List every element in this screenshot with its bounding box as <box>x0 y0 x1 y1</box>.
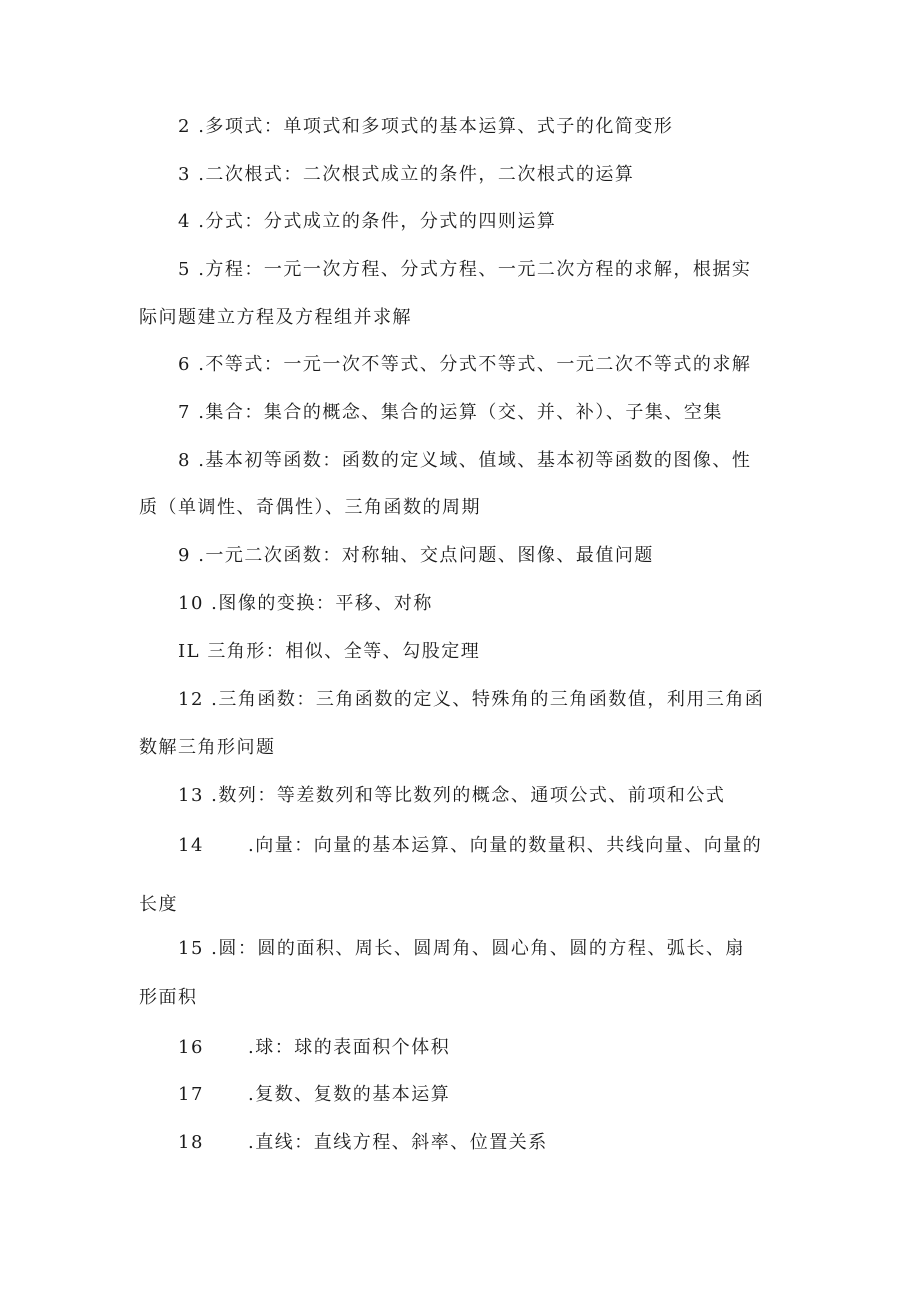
item-number: 2 <box>178 116 191 137</box>
item-number: 4 <box>178 211 191 232</box>
item-number: IL <box>178 641 201 662</box>
list-item-14 <box>178 834 762 858</box>
item-text: .数列：等差数列和等比数列的概念、通项公式、前项和公式 <box>211 785 726 806</box>
item-text: .一元二次函数：对称轴、交点问题、图像、最值问题 <box>198 545 654 566</box>
item-text: .二次根式：二次根式成立的条件，二次根式的运算 <box>198 164 635 185</box>
list-item-17 <box>178 1083 450 1107</box>
list-item-15-continuation: 形面积 <box>139 987 198 1008</box>
item-number: 13 <box>178 785 204 806</box>
item-number: 14 <box>178 835 204 856</box>
item-number: 3 <box>178 164 191 185</box>
item-number: 10 <box>178 593 204 614</box>
list-item-11 <box>178 640 480 664</box>
list-item-14-continuation: 长度 <box>139 894 178 915</box>
list-item-18 <box>178 1131 548 1155</box>
item-text: .圆：圆的面积、周长、圆周角、圆心角、圆的方程、弧长、扇 <box>211 938 745 959</box>
item-number: 9 <box>178 545 191 566</box>
item-text: .直线：直线方程、斜率、位置关系 <box>248 1132 548 1153</box>
item-text: .不等式：一元一次不等式、分式不等式、一元二次不等式的求解 <box>198 354 752 375</box>
list-item-10 <box>178 592 433 616</box>
list-item-16 <box>178 1036 450 1060</box>
item-number: 7 <box>178 402 191 423</box>
item-text: 三角形：相似、全等、勾股定理 <box>207 641 481 662</box>
item-number: 18 <box>178 1132 204 1153</box>
item-number: 6 <box>178 354 191 375</box>
item-number: 17 <box>178 1084 204 1105</box>
item-text: .向量：向量的基本运算、向量的数量积、共线向量、向量的 <box>248 835 763 856</box>
item-text: .三角函数：三角函数的定义、特殊角的三角函数值，利用三角函 <box>211 689 765 710</box>
list-item-2 <box>178 115 673 139</box>
list-item-3 <box>178 163 634 187</box>
list-item-8-continuation: 质（单调性、奇偶性）、三角函数的周期 <box>139 497 481 518</box>
list-item-5 <box>178 258 751 282</box>
item-text: .图像的变换：平移、对称 <box>211 593 433 614</box>
list-item-8 <box>178 449 751 473</box>
item-number: 8 <box>178 450 191 471</box>
item-text: .方程：一元一次方程、分式方程、一元二次方程的求解，根据实 <box>198 259 752 280</box>
list-item-5-continuation: 际问题建立方程及方程组并求解 <box>139 307 412 328</box>
list-item-4 <box>178 210 556 234</box>
item-text: .球：球的表面积个体积 <box>248 1037 451 1058</box>
list-item-9 <box>178 544 654 568</box>
item-text: .分式：分式成立的条件，分式的四则运算 <box>198 211 557 232</box>
list-item-12-continuation: 数解三角形问题 <box>139 737 276 758</box>
list-item-7 <box>178 401 723 425</box>
item-number: 15 <box>178 938 204 959</box>
item-text: .基本初等函数：函数的定义域、值域、基本初等函数的图像、性 <box>198 450 752 471</box>
list-item-15 <box>178 937 745 961</box>
item-text: .集合：集合的概念、集合的运算（交、并、补）、子集、空集 <box>198 402 723 423</box>
list-item-13 <box>178 784 725 808</box>
item-number: 5 <box>178 259 191 280</box>
item-number: 12 <box>178 689 204 710</box>
item-number: 16 <box>178 1037 204 1058</box>
list-item-12 <box>178 688 764 712</box>
list-item-6 <box>178 353 751 377</box>
item-text: .复数、复数的基本运算 <box>248 1084 451 1105</box>
item-text: .多项式：单项式和多项式的基本运算、式子的化简变形 <box>198 116 674 137</box>
